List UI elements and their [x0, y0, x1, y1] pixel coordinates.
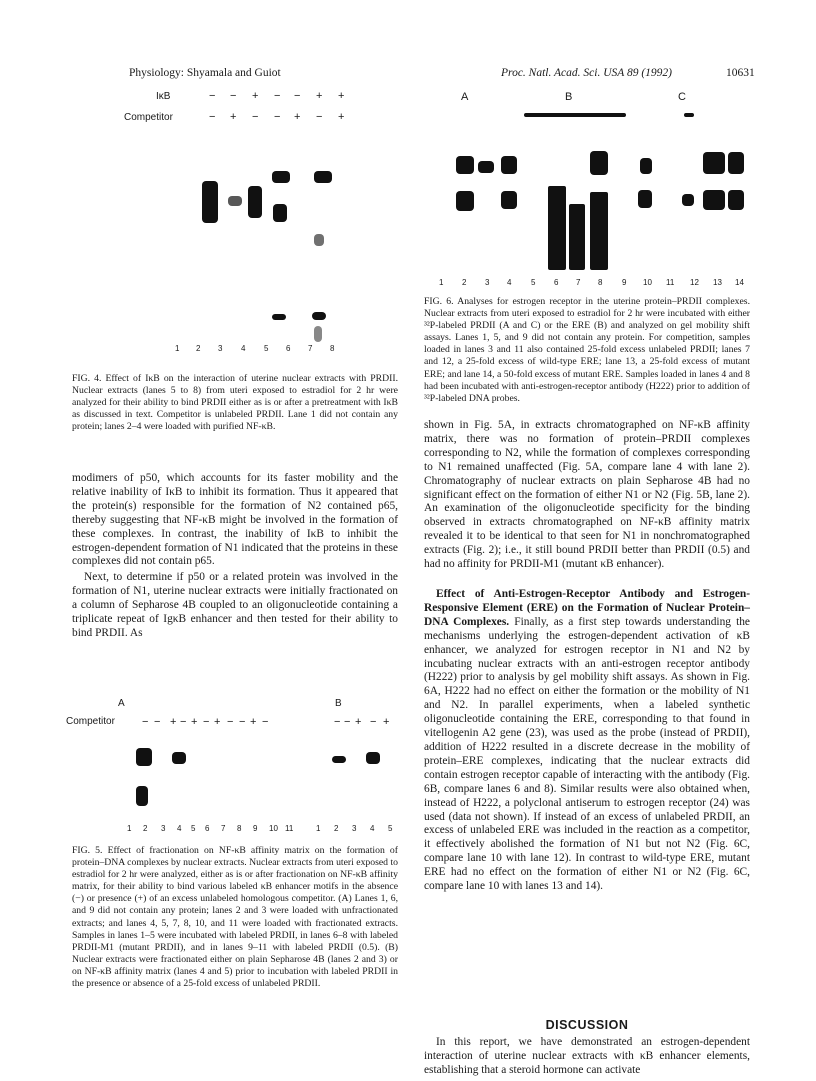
fig4-lane-number: 3: [218, 344, 223, 353]
discussion-heading: DISCUSSION: [545, 1018, 629, 1032]
gel-band: [684, 113, 694, 117]
gel-band: [314, 234, 324, 246]
fig5-lane-a: 1: [127, 824, 132, 833]
right-paragraph-2-text: Finally, as a first step towards understanding the mechanisms underlying the estrogen-dependent activation of κB enhancer, we analyzed for estrogen receptor in N1 and N2 by incubating nuclear extracts with an anti-estrogen receptor antibody (H222) prior to analysis by gel mobility shift assays. As shown in Fig. 6A, H222 had no effect on either the formation or the mobility of N1 and N2. In parallel experiments, when a labeled synthetic oligonucleotide containing the ERE, corresponding to that found in vitellogenin A2 gene (23), was used as the probe (instead of PRDII), addition of H222 resulted in a discrete decrease in the mobility of protein–ERE complexes, indicating that the nuclear extracts did contain estrogen receptor capable of interacting with the antibody (Fig. 6B, compare lanes 6 and 8). Similar results were also obtained when, instead of H222, a polyclonal antiserum to estrogen receptor (24) was used (data not shown). If instead of an excess of unlabeled PRDII, an excess of unlabeled ERE was included in the reaction as a competitor, it effectively abolished the formation of N1 but not N2 (Fig. 6C, compare lane 10 with lane 12). In contrast to wild-type ERE, mutant ERE had no effect on the formation of either N1 or N2 (Fig. 6C, compare lane 10 with lanes 13 and 14).: [424, 615, 750, 893]
fig6-panel-c-label: C: [678, 91, 686, 103]
fig6-lane-number: 9: [622, 278, 627, 287]
fig5-sign-a: +: [191, 716, 198, 728]
figure-5-caption: FIG. 5. Effect of fractionation on NF-κB affinity matrix on the formation of protein–DNA complexes by nuclear extracts. Nuclear extracts from uteri exposed to estradiol for 2 hr were analyzed, either as is or after fractionation on NF-κB affinity matrix, for their ability to bind various labeled κB enhancer motifs in the absence (−) or presence (+) of an excess unlabeled homologous competitor. (A) Lanes 1, 6, and 9 did not contain any protein; lanes 2 and 3 were loaded with unfractionated extracts; and lanes 4, 5, 7, 8, 10, and 11 were loaded with fractionated extracts. Samples in lanes 1–5 were incubated with labeled PRDII, in lanes 6–8 with labeled PRDII-M1 (mutant PRDII), and in lanes 9–11 with labeled PRDII (0.5). (B) Nuclear extracts were fractionated either on plain Sepharose 4B (lanes 2 and 3) or on NF-κB affinity matrix (lanes 4 and 5) prior to incubation with labeled PRDII in the presence or absence of a 25-fold excess of unlabeled PRDII.: [72, 845, 398, 990]
figure-4-gel: [110, 86, 380, 366]
fig5-lane-b: 1: [316, 824, 321, 833]
fig5-sign-a: +: [250, 716, 257, 728]
gel-band: [548, 186, 566, 270]
left-paragraph-2: Next, to determine if p50 or a related protein was involved in the formation of N1, uterine nuclear extracts were initially fractionated on a column of Sepharose 4B coupled to an oligonucleotide containing a triplicate repeat of IgκB enhancer and then tested for their ability to bind PRDII. As: [72, 571, 398, 639]
fig5-sign-a: −: [154, 716, 161, 728]
fig4-competitor-sign: +: [338, 111, 345, 123]
gel-band: [136, 786, 148, 806]
fig4-ikb-sign: +: [252, 90, 259, 102]
fig4-ikb-sign: −: [230, 90, 237, 102]
gel-band: [456, 191, 474, 211]
fig5-panel-a-label: A: [118, 698, 125, 709]
fig5-sign-a: −: [227, 716, 234, 728]
fig5-sign-b: −: [334, 716, 341, 728]
fig4-competitor-sign: −: [252, 111, 259, 123]
gel-band: [136, 748, 152, 766]
fig6-lane-number: 6: [554, 278, 559, 287]
fig5-lane-a: 6: [205, 824, 210, 833]
fig6-panel-b-label: B: [565, 91, 573, 103]
running-head-journal: Proc. Natl. Acad. Sci. USA 89 (1992): [501, 67, 672, 79]
fig6-lane-number: 10: [643, 278, 652, 287]
fig6-lane-number: 3: [485, 278, 490, 287]
right-paragraph-2: [424, 588, 750, 894]
fig4-competitor-sign: −: [316, 111, 323, 123]
fig5-sign-a: −: [203, 716, 210, 728]
fig5-lane-a: 2: [143, 824, 148, 833]
gel-band: [501, 156, 517, 174]
fig6-lane-number: 12: [690, 278, 699, 287]
fig5-lane-b: 2: [334, 824, 339, 833]
gel-band: [640, 158, 652, 174]
fig4-ikb-label: IκB: [156, 91, 171, 102]
fig5-sign-a: −: [239, 716, 246, 728]
section-heading: Effect of Anti-Estrogen-Receptor Antibody and Estrogen-Responsive Element (ERE) on the Formation of Nuclear Protein–DNA Complexes.: [424, 588, 750, 628]
fig4-ikb-sign: −: [209, 90, 216, 102]
gel-band: [248, 186, 262, 218]
gel-band: [273, 204, 287, 222]
fig6-lane-number: 7: [576, 278, 581, 287]
fig4-lane-number: 5: [264, 344, 269, 353]
fig5-lane-b: 3: [352, 824, 357, 833]
fig4-lane-number: 8: [330, 344, 335, 353]
gel-band: [590, 151, 608, 175]
gel-band: [501, 191, 517, 209]
fig5-lane-b: 4: [370, 824, 375, 833]
running-head-authors: Physiology: Shyamala and Guiot: [129, 67, 281, 79]
gel-band: [728, 152, 744, 174]
fig5-sign-b: +: [383, 716, 390, 728]
gel-band: [703, 152, 725, 174]
fig5-lane-a: 8: [237, 824, 242, 833]
figure-6-gel: [414, 86, 748, 296]
fig5-sign-a: −: [262, 716, 269, 728]
fig4-competitor-sign: −: [209, 111, 216, 123]
fig6-lane-number: 14: [735, 278, 744, 287]
gel-band: [332, 756, 346, 763]
figure-6-caption: FIG. 6. Analyses for estrogen receptor in the uterine protein–PRDII complexes. Nuclear extracts from uteri exposed to estradiol for 2 hr were incubated with either ³²P-labeled PRDII (A and C) or the ERE (B) and analyzed on gel mobility shift assays. Lanes 1, 5, and 9 did not contain any protein. For competition, samples loaded in lanes 3 and 11 also contained 25-fold excess unlabeled PRDII; lanes 7 and 12, a 25-fold excess of wild-type ERE; lane 13, a 25-fold excess of mutant ERE; and lane 14, a 50-fold excess of mutant ERE. Samples loaded in lanes 4 and 8 had been incubated with anti-estrogen-receptor antibody (H222) prior to addition of ³²P-labeled DNA probes.: [424, 296, 750, 404]
gel-band: [456, 156, 474, 174]
gel-band: [272, 171, 290, 183]
fig5-competitor-label: Competitor: [66, 716, 115, 727]
fig4-lane-number: 2: [196, 344, 201, 353]
fig5-lane-a: 7: [221, 824, 226, 833]
fig6-lane-number: 8: [598, 278, 603, 287]
fig4-ikb-sign: +: [316, 90, 323, 102]
fig5-sign-a: −: [142, 716, 149, 728]
gel-band: [272, 314, 286, 320]
fig5-lane-a: 4: [177, 824, 182, 833]
fig6-lane-number: 2: [462, 278, 467, 287]
fig5-lane-a: 3: [161, 824, 166, 833]
fig5-sign-b: +: [355, 716, 362, 728]
gel-band: [314, 171, 332, 183]
gel-band: [202, 181, 218, 223]
figure-5-gel: [66, 690, 398, 833]
fig5-panel-b-label: B: [335, 698, 342, 709]
gel-band: [728, 190, 744, 210]
gel-band: [314, 326, 322, 342]
gel-band: [590, 192, 608, 270]
fig4-lane-number: 7: [308, 344, 313, 353]
fig5-lane-b: 5: [388, 824, 393, 833]
fig6-lane-number: 5: [531, 278, 536, 287]
fig4-competitor-sign: +: [230, 111, 237, 123]
gel-band: [638, 190, 652, 208]
fig6-lane-number: 13: [713, 278, 722, 287]
left-paragraph-1: modimers of p50, which accounts for its faster mobility and the relative inability of IκB to inhibit its formation. Thus it appeared that the protein(s) responsible for the formation of N2 contained p65, thereby suggesting that NF-κB might be involved in the formation of these complexes. In contrast, the inability of IκB to inhibit the estrogen-dependent formation of N1 indicated that the proteins in these complexes did not contain p65.: [72, 472, 398, 568]
gel-band: [228, 196, 242, 206]
fig5-lane-a: 5: [191, 824, 196, 833]
right-paragraph-1: shown in Fig. 5A, in extracts chromatographed on NF-κB affinity matrix, there was no formation of protein–PRDII complexes corresponding to N2, while the formation of complexes corresponding to N1 remained unaffected (Fig. 5A, compare lane 4 with lane 2). Chromatography of nuclear extracts on plain Sepharose 4B had no significant effect on the formation of either N1 or N2 (Fig. 5B, lane 2). An examination of the oligonucleotide specificity for the binding observed in extracts chromatographed on NF-κB affinity matrix revealed it to be identical to that seen for N1 in nonchromatographed extracts (Fig. 2); i.e., it still bound PRDII better than PRDII (0.5) and had no affinity for PRDII-M1 (mutant κB enhancer).: [424, 419, 750, 571]
fig6-lane-number: 1: [439, 278, 444, 287]
fig5-sign-a: +: [170, 716, 177, 728]
fig5-sign-b: −: [344, 716, 351, 728]
figure-4-caption: FIG. 4. Effect of IκB on the interaction of uterine nuclear extracts with PRDII. Nuclear extracts (lanes 5 to 8) from uteri exposed to estradiol for 2 hr were analyzed for their ability to bind PRDII either as is or after a pretreatment with IκB as discussed in text. Competitor is unlabeled PRDII. Lane 1 did not contain any protein; lanes 2–4 were loaded with purified NF-κB.: [72, 373, 398, 433]
gel-band: [172, 752, 186, 764]
fig5-lane-a: 9: [253, 824, 258, 833]
fig5-sign-a: +: [214, 716, 221, 728]
fig5-sign-a: −: [180, 716, 187, 728]
fig6-panel-a-label: A: [461, 91, 469, 103]
fig4-competitor-label: Competitor: [124, 112, 173, 123]
page-number: 10631: [726, 67, 755, 79]
fig4-competitor-sign: +: [294, 111, 301, 123]
fig4-competitor-sign: −: [274, 111, 281, 123]
discussion-paragraph: In this report, we have demonstrated an estrogen-dependent interaction of uterine nuclear extracts with κB enhancer elements, establishing that a steroid hormone can activate: [424, 1036, 750, 1076]
gel-band: [312, 312, 326, 320]
fig4-lane-number: 1: [175, 344, 180, 353]
gel-band: [366, 752, 380, 764]
gel-band: [524, 113, 626, 117]
fig6-lane-number: 11: [666, 278, 675, 287]
fig4-ikb-sign: +: [338, 90, 345, 102]
fig4-lane-number: 6: [286, 344, 291, 353]
fig6-lane-number: 4: [507, 278, 512, 287]
fig4-ikb-sign: −: [274, 90, 281, 102]
fig5-sign-b: −: [370, 716, 377, 728]
gel-band: [703, 190, 725, 210]
fig4-ikb-sign: −: [294, 90, 301, 102]
fig5-lane-a: 11: [285, 824, 294, 833]
fig4-lane-number: 4: [241, 344, 246, 353]
gel-band: [569, 204, 585, 270]
fig5-lane-a: 10: [269, 824, 278, 833]
gel-band: [682, 194, 694, 206]
gel-band: [478, 161, 494, 173]
